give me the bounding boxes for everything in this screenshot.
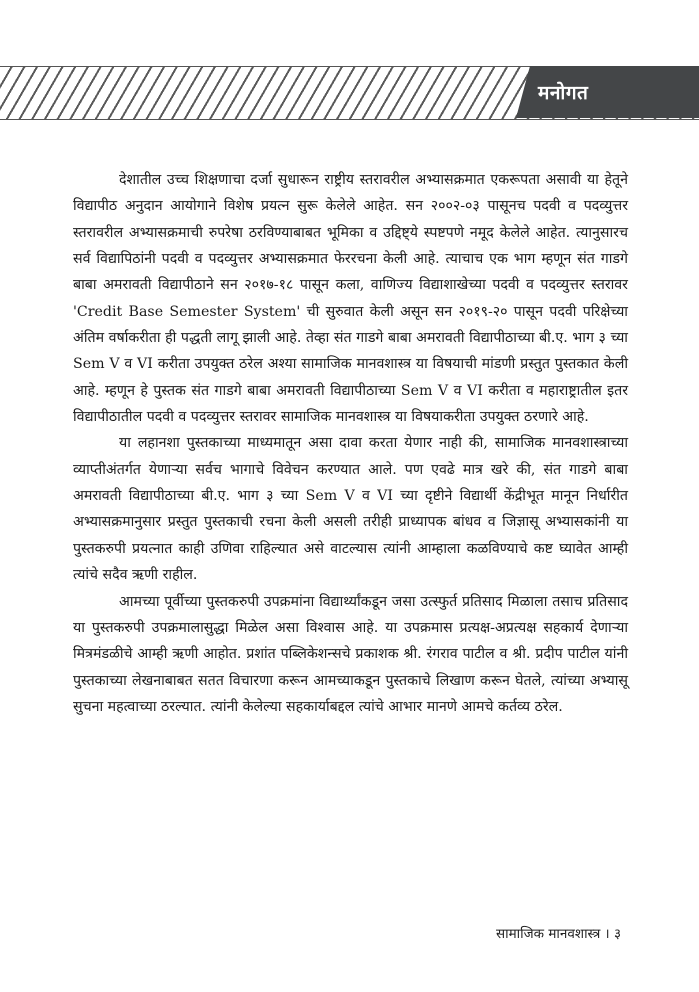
paragraph-1: देशातील उच्च शिक्षणाचा दर्जा सुधारून राष्ट्रीय स्तरावरील अभ्यासक्रमात एकरूपता असावी या हेतूने विद्यापीठ अनुदान आयोगाने विशेष प्रयत्न सुरू केलेले आहेत. सन २००२-०३ पासूनच पदवी व पदव्युत्तर स्तरावरील अभ्यासक्रमाची रुपरेषा ठरविण्याबाबत भूमिका व उद्दिष्ट्ये स्पष्टपणे नमूद केलेले आहेत. त्यानुसारच सर्व विद्यापिठांनी पदवी व पदव्युत्तर अभ्यासक्रमात फेररचना केली आहे. त्याचाच एक भाग म्हणून संत गाडगे बाबा अमरावती विद्यापीठाने सन २०१७-१८ पासून कला, वाणिज्य विद्याशाखेच्या पदवी व पदव्युत्तर स्तरावर 'Credit Base Semester System' ची सुरुवात केली असून सन २०१९-२० पासून पदवी परिक्षेच्या अंतिम वर्षाकरीता ही पद्धती लागू झाली आहे. तेव्हा संत गाडगे बाबा अमरावती विद्यापीठाच्या बी.ए. भाग ३ च्या Sem V व VI करीता उपयुक्त ठरेल अश्या सामाजिक मानवशास्त्र या विषयाची मांडणी प्रस्तुत पुस्तकात केली आहे. म्हणून हे पुस्तक संत गाडगे बाबा अमरावती विद्यापीठाच्या Sem V व VI करीता व महाराष्ट्रातील इतर विद्यापीठातील पदवी व पदव्युत्तर स्तरावर सामाजिक मानवशास्त्र या विषयाकरीता उपयुक्त ठरणारे आहे. <box>73 172 628 426</box>
paragraph-2: या लहानशा पुस्तकाच्या माध्यमातून असा दावा करता येणार नाही की, सामाजिक मानवशास्त्राच्या व्याप्तीअंतर्गत येणाऱ्या सर्वच भागाचे विवेचन करण्यात आले. पण एवढे मात्र खरे की, संत गाडगे बाबा अमरावती विद्यापीठाच्या बी.ए. भाग ३ च्या Sem V व VI च्या दृष्टीने विद्यार्थी केंद्रीभूत मानून निर्धारीत अभ्यासक्रमानुसार प्रस्तुत पुस्तकाची रचना केली असली तरीही प्राध्यापक बांधव व जिज्ञासू अभ्यासकांनी या पुस्तकरुपी प्रयत्नात काही उणिवा राहिल्यात असे वाटल्यास त्यांनी आम्हाला कळविण्याचे कष्ट घ्यावेत आम्ही त्यांचे सदैव ऋणी राहील. <box>73 435 628 584</box>
page-footer: सामाजिक मानवशास्त्र । ३ <box>495 926 621 942</box>
body-text <box>73 167 628 720</box>
paragraph-3: आमच्या पूर्वीच्या पुस्तकरुपी उपक्रमांना विद्यार्थ्यांकडून जसा उत्स्फुर्त प्रतिसाद मिळाला तसाच प्रतिसाद या पुस्तकरुपी उपक्रमालासुद्धा मिळेल असा विश्वास आहे. या उपक्रमास प्रत्यक्ष-अप्रत्यक्ष सहकार्य देणाऱ्या मित्रमंडळीचे आम्ही ऋणी आहोत. प्रशांत पब्लिकेशन्सचे प्रकाशक श्री. रंगराव पाटील व श्री. प्रदीप पाटील यांनी पुस्तकाच्या लेखनाबाबत सतत विचारणा करून आमच्याकडून पुस्तकाचे लिखाण करून घेतले, त्यांच्या अभ्यासू सुचना महत्वाच्या ठरल्यात. त्यांनी केलेल्या सहकार्याबद्दल त्यांचे आभार मानणे आमचे कर्तव्य ठरेल. <box>73 593 628 715</box>
page-title: मनोगत <box>538 82 589 104</box>
